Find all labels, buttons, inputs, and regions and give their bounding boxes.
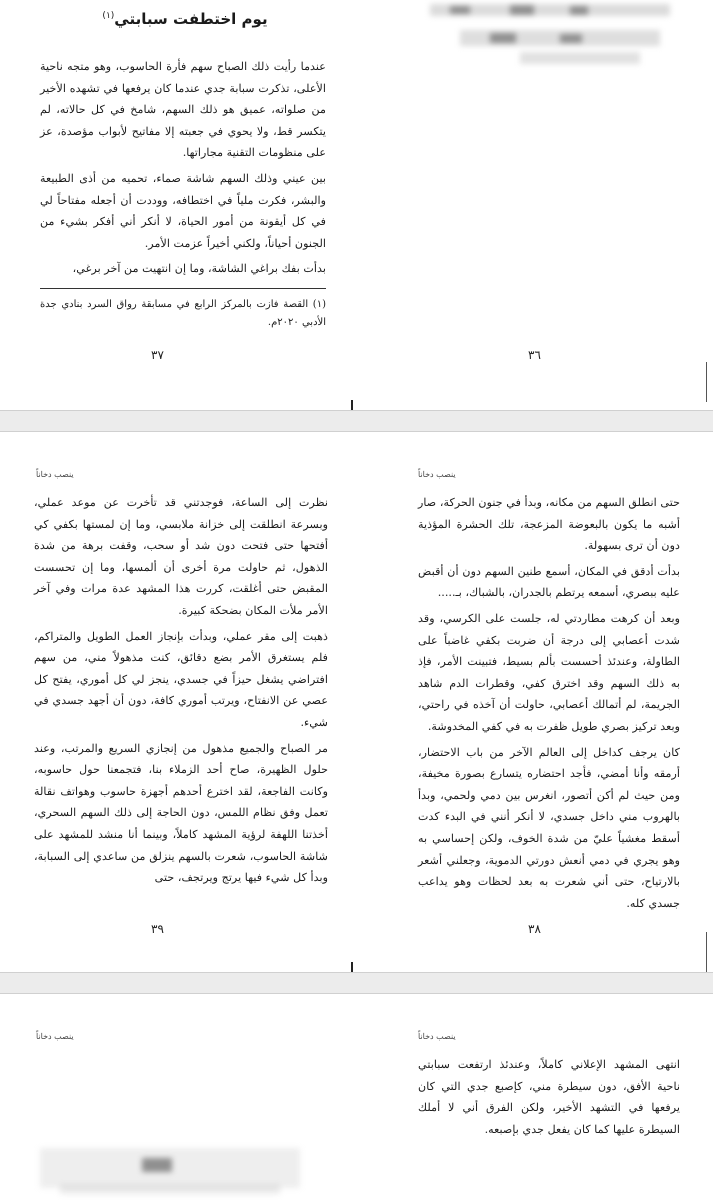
paragraph: بدأت بفك براغي الشاشة، وما إن انتهيت من آخر برغي،: [72, 262, 326, 276]
page-gap: [0, 410, 713, 432]
page-40-body: [418, 1054, 680, 1144]
page-38-body: [418, 492, 680, 918]
spread-2: [0, 432, 713, 972]
page-39-body: [34, 492, 328, 893]
page-gap: [0, 972, 713, 994]
running-header-right: ينصب دخاناً: [418, 1032, 456, 1041]
blurred-region: [420, 0, 690, 70]
page-number-37: ٣٧: [151, 348, 164, 362]
running-header-left: ينصب دخاناً: [36, 1032, 74, 1041]
paragraph: بدأت أدقق في المكان، أسمع طنين السهم دون أن أقبض عليه ببصري، أسمعه يرتطم بالجدران، بالشباك، بـ.....: [418, 564, 680, 600]
running-header-left: ينصب دخاناً: [36, 470, 74, 479]
page-number-38: ٣٨: [528, 922, 541, 936]
paragraph: مر الصباح والجميع مذهول من إنجازي السريع والمرتب، وعند حلول الظهيرة، صاح أحد الزملاء بنا، فتجمعنا حول حاسوبه، وكانت الفاجعة، لقد اخترع أحدهم أجهزة حاسوب وهواتف نقالة تعمل وفق نظام اللمس، دون الحاجة إلى ذلك السهم السحري، أخذتنا اللهفة لرؤية المشهد كاملاً، وبينما أنا منشد للمشهد على شاشة الحاسوب، شعرت بالسهم ينزلق من ساعدي إلى السبابة، وبدأ كل شيء فيها يرتج ويرتجف، حتى: [34, 741, 328, 885]
paragraph: انتهى المشهد الإعلاني كاملاً، وعندئذ ارتفعت سبابتي ناحية الأفق، دون سيطرة مني، كإصبع جدي التي كان يرفعها في التشهد الأخير، ولكن الفرق أني لا أملك السيطرة عليها كما كان يفعل جدي بإصبعه.: [418, 1058, 680, 1136]
footnote-rule: [40, 288, 326, 289]
blurred-region: [30, 1134, 320, 1200]
page-number-39: ٣٩: [151, 922, 164, 936]
paragraph: كان يرجف كداخل إلى العالم الآخر من باب الاحتضار، أرمقه وأنا أمضي، فأجد احتضاره يتسارع بصورة مخيفة، ومن حيث لم أكن أتصور، انغرس بين دمي ولحمي، وبدأ بالهروب مني داخل جسدي، لا أنكر أنني في البدء كدت أسقط مغشياً عليّ من شدة الخوف، ولكن إحساسي به وهو يجري في دمي أنعش دورتي الدموية، وجعلني أشعر بالارتياح، حتى أني شعرت به بعد لحظات وهو يداعب جسدي كله.: [418, 745, 680, 910]
paragraph: وبعد أن كرهت مطاردتي له، جلست على الكرسي، وقد شدت أعصابي إلى درجة أن ضربت بكفي غاضباً على الطاولة، وعندئذ أحسست بألم بسيط، فتبينت الأمر، فإذ به ذلك السهم وقد اخترق كفي، وقطرات الدم شاهد الجريمة، لم أتمالك أعصابي، حاولت أن آخذه في راحتي، وبعد تركيز بصري طويل ظفرت به في كفي المخدوشة.: [418, 611, 680, 733]
footnote: (١) القصة فازت بالمركز الرابع في مسابقة رواق السرد بنادي جدة الأدبي ٢٠٢٠م.: [40, 299, 326, 328]
paragraph: بين عيني وذلك السهم شاشة صماء، تحميه من أذى الطبيعة والبشر، فكرت ملياً في اختطافه، ووددت أن أجعله مفتاحاً لي في كل أيقونة من أمور الحياة، لا أنكر أني أفكر بشيء من الجنون أحياناً، ولكني أخيراً عزمت الأمر.: [40, 171, 326, 250]
running-header-right: ينصب دخاناً: [418, 470, 456, 479]
paragraph: نظرت إلى الساعة، فوجدتني قد تأخرت عن موعد عملي، وبسرعة انطلقت إلى خزانة ملابسي، وما إن لمستها بكفي كي أفتحها حتى فتحت دون شد أو سحب، وقفت برهة من شدة الذهول، ثم حاولت مرة أخرى أن ألمسها، وما إن تحسست المقبض حتى أغلقت، كررت هذا المشهد عدة مرات وفي آخر الأمر ملأت المكان بضحكة كبيرة.: [34, 496, 328, 617]
paragraph: حتى انطلق السهم من مكانه، وبدأ في جنون الحركة، صار أشبه ما يكون بالبعوضة المزعجة، تلك الحشرة المؤذية دون أن ترى بسهولة.: [418, 496, 680, 553]
story-body: [40, 56, 326, 284]
spread-3: [0, 994, 713, 1200]
paragraph: عندما رأيت ذلك الصباح سهم فأرة الحاسوب، وهو متجه ناحية الأعلى، تذكرت سبابة جدي عندما كان يرفعها في تشهده الأخير من صلواته، عميق هو ذلك السهم، شامخ في كل حالاته، لم يتكسر قط، ولا يحوي في جعبته إلا مفاتيح لأبواب مؤصدة، عز على منظومات التقنية مجاراتها.: [40, 60, 326, 160]
spread-1: [0, 0, 713, 410]
story-title: يوم اختطفت سبابتي$^{(١)}$: [102, 10, 268, 28]
page-number-36: ٣٦: [528, 348, 541, 362]
paragraph: ذهبت إلى مقر عملي، وبدأت بإنجاز العمل الطويل والمتراكم، فلم يستغرق الأمر بضع دقائق، كنت مذهولاً مني، من سهم افتراضي يشغل حيزاً في جسدي، ينجز لي كل أموري، يفتح كل عصي عن الانفتاح، ويرتب أموري كافة، دون أن أجهد جسدي في شيء.: [34, 629, 328, 729]
